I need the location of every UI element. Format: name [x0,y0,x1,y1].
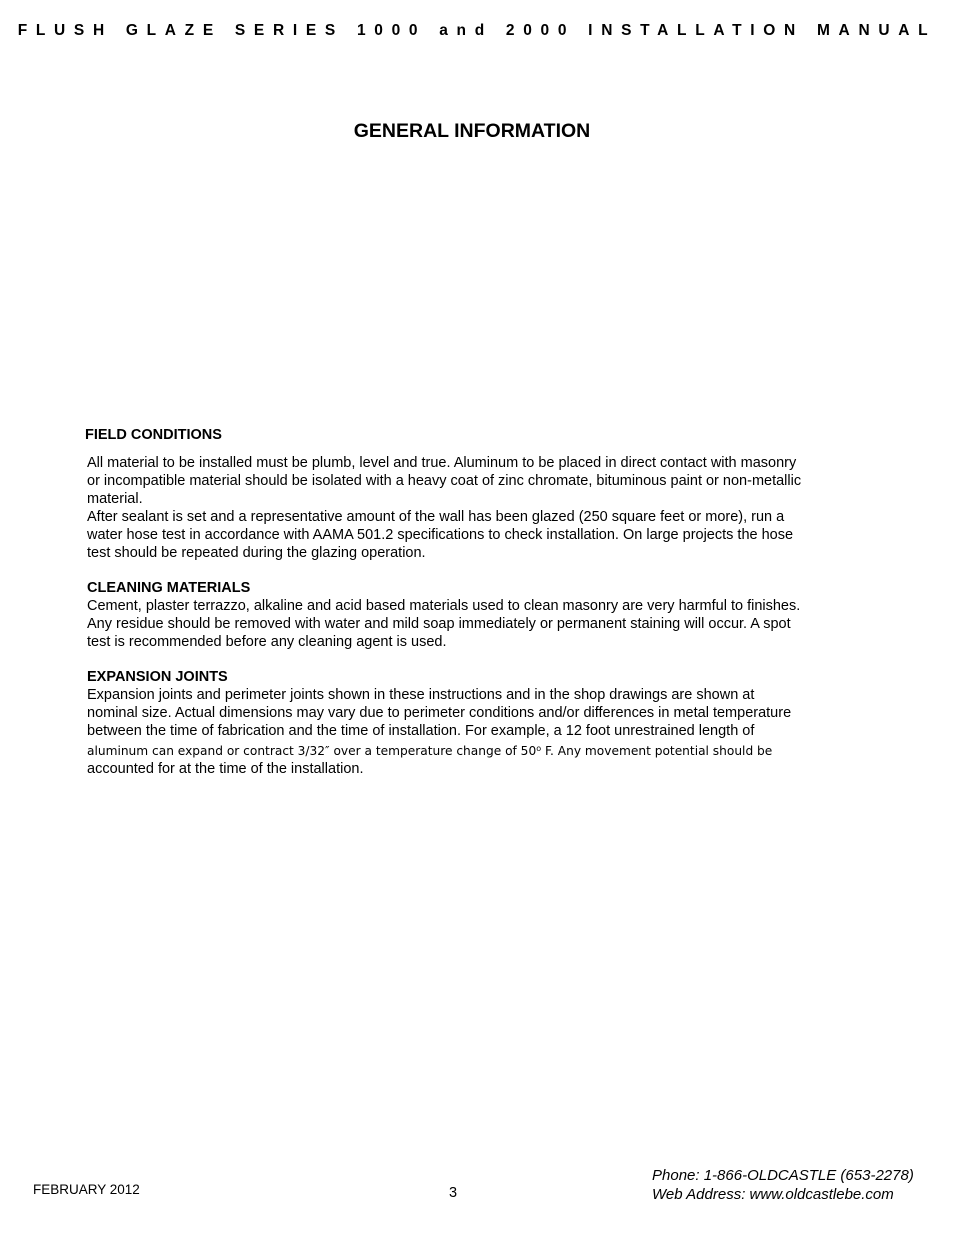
expansion-joints-line: accounted for at the time of the installation. [87,761,364,777]
field-conditions-line: test should be repeated during the glazing operation. [87,545,426,561]
cleaning-materials-line: test is recommended before any cleaning agent is used. [87,634,447,650]
page-title: GENERAL INFORMATION [353,120,591,142]
expansion-joints-small-text: aluminum can expand or contract 3/32″ over a temperature change of 50 [87,744,537,758]
footer-contact [652,1166,914,1204]
expansion-joints-line: nominal size. Actual dimensions may vary due to perimeter conditions and/or differences in metal temperature [87,705,792,721]
field-conditions-line: All material to be installed must be plumb, level and true. Aluminum to be placed in direct contact with masonry [87,455,797,471]
cleaning-materials-line: Cement, plaster terrazzo, alkaline and acid based materials used to clean masonry are very harmful to finishes. [87,598,801,614]
expansion-joints-line: Expansion joints and perimeter joints shown in these instructions and in the shop drawings are shown at [87,687,755,703]
degree-superscript: o [536,744,542,753]
field-conditions-line: or incompatible material should be isolated with a heavy coat of zinc chromate, bituminous paint or non-metallic [87,473,802,489]
field-conditions-line: water hose test in accordance with AAMA 501.2 specifications to check installation. On large projects the hose [87,527,794,543]
running-header: FLUSH GLAZE SERIES 1000 and 2000 INSTALLATION MANUAL [17,22,937,39]
field-conditions-body [87,454,877,562]
field-conditions-heading: FIELD CONDITIONS [85,427,222,443]
field-conditions-line: material. [87,491,143,507]
cleaning-materials-heading: CLEANING MATERIALS [87,580,251,596]
expansion-joints-small-text-end: F. Any movement potential should be [541,744,773,758]
expansion-joints-small-line [87,740,877,760]
cleaning-materials-section [87,579,877,651]
expansion-joints-line: between the time of fabrication and the time of installation. For example, a 12 foot unrestrained length of [87,723,755,739]
footer-web: Web Address: www.oldcastlebe.com [652,1186,894,1203]
cleaning-materials-line: Any residue should be removed with water and mild soap immediately or permanent staining will occur. A spot [87,616,791,632]
footer-phone: Phone: 1-866-OLDCASTLE (653-2278) [652,1167,914,1184]
page-number: 3 [449,1185,458,1201]
field-conditions-line: After sealant is set and a representative amount of the wall has been glazed (250 square feet or more), run a [87,509,785,525]
footer-date: FEBRUARY 2012 [33,1182,140,1197]
expansion-joints-section [87,668,877,778]
expansion-joints-heading: EXPANSION JOINTS [87,669,228,685]
